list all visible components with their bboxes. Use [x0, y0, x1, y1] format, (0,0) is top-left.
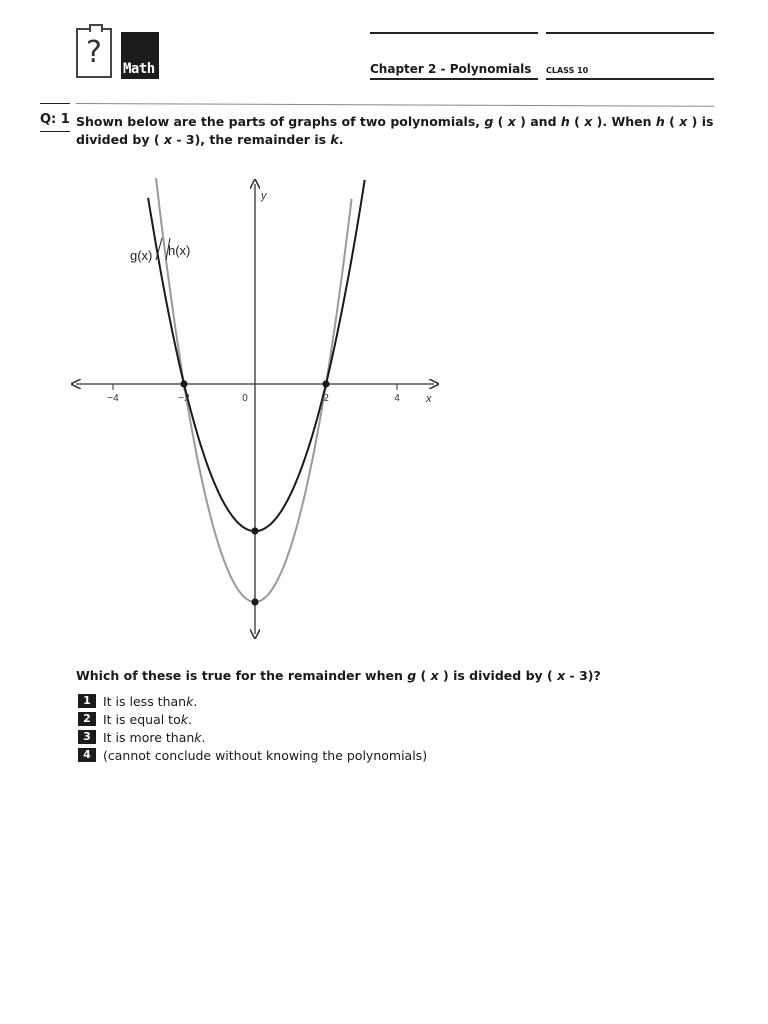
question-text-part: ) is divided by (: [76, 114, 714, 147]
sub-question-text: [76, 668, 716, 683]
answer-options: [78, 692, 427, 764]
x-axis-label: x: [426, 393, 432, 405]
option-variable: k: [194, 729, 202, 745]
option-variable: k: [186, 693, 194, 709]
h-y-intercept-point: [251, 598, 258, 605]
h-curve-label: h(x): [168, 243, 191, 258]
option-number-badge: 1: [78, 694, 96, 708]
h-curve: [150, 178, 351, 602]
question-text-part: x: [584, 114, 593, 129]
math-logo: [121, 32, 159, 79]
option-number-badge: 4: [78, 748, 96, 762]
chapter-underline-1: [370, 78, 538, 80]
option-number-badge: 3: [78, 730, 96, 744]
question-text-part: (: [569, 114, 585, 129]
question-text-part: g: [484, 114, 494, 129]
question-text-part: Shown below are the parts of graphs of two polynomials,: [76, 114, 485, 129]
qnum-rule-top: [40, 103, 70, 104]
g-y-intercept-point: [251, 527, 258, 534]
chapter-underline-2: [546, 78, 714, 80]
question-text-part: x: [507, 114, 516, 129]
option-end: .: [187, 711, 192, 727]
question-number: Q: 1: [40, 112, 70, 127]
name-line-2: [546, 32, 714, 34]
option-1[interactable]: [78, 692, 427, 710]
option-text: (cannot conclude without knowing the polynomials): [103, 747, 428, 763]
math-logo-label: Math: [123, 61, 155, 77]
sub-question-part: ) is divided by (: [438, 668, 558, 683]
option-3[interactable]: [78, 728, 427, 746]
root-point-right: [322, 380, 329, 387]
question-text-part: x: [163, 132, 172, 147]
g-curve: [148, 180, 365, 531]
qnum-rule-bottom: [40, 131, 70, 132]
option-text: It is less than: [103, 693, 187, 709]
x-tick-label: −2: [178, 393, 190, 404]
question-text-part: (: [493, 114, 508, 129]
question-text: [76, 113, 716, 149]
x-tick-label: 2: [323, 393, 329, 404]
sub-question-part: (: [416, 668, 431, 683]
g-curve-label: g(x): [130, 248, 153, 263]
sub-question-part: g: [407, 668, 417, 683]
option-end: .: [193, 693, 198, 709]
question-text-part: k: [330, 132, 339, 147]
header-divider: [76, 103, 714, 107]
option-variable: k: [180, 711, 188, 727]
option-2[interactable]: [78, 710, 427, 728]
root-point-left: [180, 380, 187, 387]
option-end: .: [201, 729, 206, 745]
name-line-1: [370, 32, 538, 34]
question-text-part: h: [560, 114, 570, 129]
x-tick-label: 4: [394, 393, 400, 404]
sub-question-part: Which of these is true for the remainder when: [76, 668, 408, 683]
logo-question-mark: ?: [86, 35, 102, 70]
question-text-part: - 3), the remainder is: [171, 132, 331, 147]
option-text: It is equal to: [103, 711, 181, 727]
option-number-badge: 2: [78, 712, 96, 726]
polynomial-graph: [70, 178, 440, 640]
sub-question-part: - 3)?: [565, 668, 601, 683]
clipboard-question-icon: [76, 28, 112, 78]
option-text: It is more than: [103, 729, 195, 745]
sub-question-part: x: [430, 668, 439, 683]
sub-question-part: x: [557, 668, 566, 683]
question-text-part: .: [338, 132, 344, 147]
y-axis-label: y: [261, 190, 267, 202]
x-tick-label: 0: [242, 393, 248, 404]
x-tick-label: −4: [107, 393, 119, 404]
question-text-part: (: [664, 114, 680, 129]
chapter-title: Chapter 2 - Polynomials: [370, 62, 532, 76]
question-text-part: ) and: [515, 114, 561, 129]
question-text-part: h: [655, 114, 665, 129]
question-text-part: x: [679, 114, 688, 129]
option-4[interactable]: [78, 746, 427, 764]
class-label: CLASS 10: [546, 66, 589, 75]
question-text-part: ). When: [592, 114, 656, 129]
